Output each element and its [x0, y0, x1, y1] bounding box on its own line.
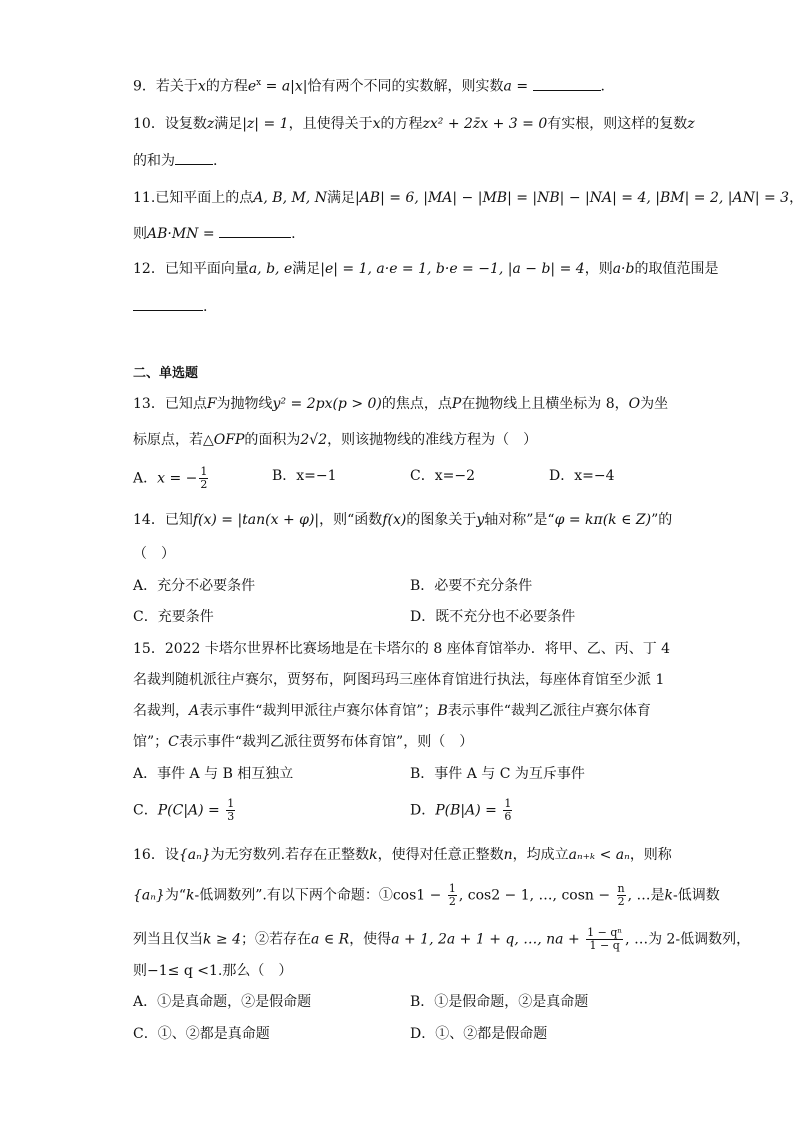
question-11-cont: 则AB·MN = . [133, 223, 296, 244]
q16-text: ，使得 [349, 931, 392, 948]
fraction-numerator: 1 − qⁿ [587, 926, 623, 939]
q13-text: 13．已知点 [133, 396, 207, 412]
q9-eq: e [247, 78, 257, 95]
q12-text: ，则 [584, 261, 613, 277]
q13-option-label: A． [133, 470, 158, 487]
fraction-numerator: 1 [200, 465, 208, 478]
q13-var: O [628, 396, 641, 412]
question-13-cont [133, 430, 537, 450]
q16-option-a[interactable]: A．①是真命题，②是假命题 [133, 994, 312, 1010]
q14-text: 轴对称”是“ [484, 512, 555, 528]
q16-option-c[interactable]: C．①、②都是真命题 [133, 1026, 270, 1042]
q10-eq: zx² + 2z̄x + 3 = 0 [422, 116, 548, 132]
q13-text: 为抛物线 [216, 396, 273, 412]
q13-area: 2√2 [300, 432, 328, 448]
q15-text: 名裁判， [133, 703, 189, 719]
q13-text: 为坐 [640, 396, 669, 412]
q15-var: B [437, 703, 448, 719]
q14-func: f(x) [382, 512, 407, 528]
q10-text: 有实根，则这样的复数 [547, 116, 688, 132]
q13-option-a-expr: x = − [157, 470, 198, 487]
q16-text: 为 2-低调数列， [648, 931, 751, 948]
question-15-line4 [133, 732, 473, 752]
q12-vecs: a, b, e [248, 261, 293, 277]
q14-option-d[interactable]: D．既不充分也不必要条件 [410, 609, 576, 625]
q16-text: 为无穷数列.若存在正整数 [210, 847, 370, 863]
q11-text: 满足 [326, 190, 355, 206]
q11-text: 则 [133, 226, 147, 242]
q15-text: 表示事件“裁判乙派往贾努布体育馆”，则（ ） [178, 734, 474, 750]
q13-parabola: y² = 2px(p > 0) [272, 396, 382, 412]
q13-text: 的焦点，点 [381, 396, 452, 412]
fraction-numerator: 1 [227, 797, 235, 810]
question-15-line1: 15．2022 卡塔尔世界杯比赛场地是在卡塔尔的 8 座体育馆举办．将甲、乙、丙、丁 4 [133, 641, 671, 657]
q16-ineq: aₙ₊ₖ < aₙ [568, 847, 630, 863]
question-16-line4: 则−1≤ q <1.那么（ ） [133, 963, 293, 979]
q12-answer-blank[interactable] [133, 296, 203, 311]
question-11 [133, 188, 803, 208]
q9-var-a: a [503, 78, 512, 95]
question-14 [133, 510, 672, 530]
q16-fraction [617, 883, 626, 908]
q15-option-d-fraction [503, 798, 512, 823]
q13-var: F [206, 396, 217, 412]
q10-cond: |z| = 1 [242, 116, 289, 132]
q13-text: 在抛物线上且横坐标为 8， [461, 396, 629, 412]
q9-text: 恰有两个不同的实数解，则实数 [307, 78, 504, 95]
q10-text: 的方程 [380, 116, 423, 132]
q14-func: f(x) = |tan(x + φ)| [192, 512, 320, 528]
q16-fraction [448, 883, 457, 908]
q10-text: 的和为 [133, 153, 175, 169]
q16-cond: a ∈ R [311, 931, 350, 948]
fraction-denominator: 2 [448, 895, 456, 908]
q16-seq-expr: , … [625, 931, 649, 948]
q15-text: 表示事件“裁判甲派往卢赛尔体育馆”； [199, 703, 438, 719]
q10-text: 满足 [214, 116, 243, 132]
question-10-cont: 的和为 . [133, 150, 217, 171]
q16-seq-expr: , cos2 − 1, …, cosn − [458, 887, 615, 904]
q13-text: 标原点，若 [133, 432, 203, 448]
q15-option-c-expr: P(C|A) = [157, 802, 225, 819]
q9-var-x: x [197, 78, 206, 95]
q16-text: ，使得对任意正整数 [377, 847, 504, 863]
q15-option-label: D． [410, 802, 436, 819]
q16-text: 16．设 [133, 847, 179, 863]
q13-option-d[interactable]: D．x=−4 [549, 468, 615, 484]
q16-seq-expr: cos1 − [392, 887, 446, 904]
q15-option-c[interactable] [133, 798, 237, 823]
question-16-line2 [133, 883, 720, 908]
q16-seq-expr: a + 1, 2a + 1 + q, …, na + [391, 931, 585, 948]
q14-axis: y [476, 512, 485, 528]
q15-option-c-fraction [226, 798, 235, 823]
q13-triangle: △OFP [203, 432, 245, 448]
question-10 [133, 114, 695, 134]
q16-text: 是 [650, 887, 665, 904]
fraction-denominator: 2 [200, 478, 208, 491]
q16-option-b[interactable]: B．①是假命题，②是真命题 [410, 994, 589, 1010]
q13-option-a-fraction [199, 466, 208, 491]
fraction-denominator: 1 − q [589, 939, 620, 952]
q14-text: 的图象关于 [406, 512, 477, 528]
q14-text: 14．已知 [133, 512, 193, 528]
q15-option-d[interactable] [410, 798, 514, 823]
q14-cond: φ = kπ(k ∈ Z) [554, 512, 652, 528]
q10-answer-blank[interactable] [175, 150, 213, 165]
q10-text: 10．设复数 [133, 116, 207, 132]
fraction-numerator: n [617, 882, 625, 895]
q15-option-a[interactable]: A．事件 A 与 B 相互独立 [133, 766, 294, 782]
q16-text: -低调数列”.有以下两个命题：① [194, 887, 393, 904]
q16-seq: {aₙ} [178, 847, 211, 863]
q11-cond: |AB| = 6, |MA| − |MB| = |NB| − |NA| = 4, |BM| = 2, |AN| = 3 [354, 190, 790, 206]
q10-var-x: x [372, 116, 381, 132]
question-15-line2: 名裁判随机派往卢赛尔，贾努布，阿图玛玛三座体育馆进行执法，每座体育馆至少派 1 [133, 672, 665, 688]
q14-text: ”的 [651, 512, 673, 528]
q12-text: 12．已知平面向量 [133, 261, 249, 277]
fraction-denominator: 2 [617, 895, 625, 908]
q14-option-a[interactable]: A．充分不必要条件 [133, 578, 256, 594]
question-9: 9．若关于x的方程$e^x = a|x|$恰有两个不同的实数解，则实数a = . [133, 73, 605, 97]
q15-text: 表示事件“裁判乙派往卢赛尔体育 [447, 703, 651, 719]
q16-text: ；②若存在 [241, 931, 312, 948]
q12-text: 的取值范围是 [634, 261, 719, 277]
q13-option-a[interactable] [133, 466, 210, 491]
q11-points: A, B, M, N [253, 190, 327, 206]
question-12-cont: . [133, 296, 207, 317]
fraction-numerator: 1 [448, 882, 456, 895]
q16-cond: k ≥ 4 [203, 931, 242, 948]
q12-text: 满足 [292, 261, 321, 277]
section-title: 二、单选题 [133, 366, 199, 381]
q16-option-d[interactable]: D．①、②都是假命题 [410, 1026, 548, 1042]
q11-expr: AB·MN = [147, 226, 220, 242]
q9-text: 9．若关于 [133, 78, 198, 95]
q12-cond: |e| = 1, a·e = 1, b·e = −1, |a − b| = 4 [320, 261, 585, 277]
q9-eq-sup: x [256, 78, 262, 88]
q15-var: A [189, 703, 200, 719]
question-13 [133, 394, 668, 414]
q14-text: ，则“函数 [319, 512, 383, 528]
q15-option-label: C． [133, 802, 158, 819]
q14-paren: （ ） [133, 546, 175, 562]
q16-var: k [664, 887, 674, 904]
question-15-line3 [133, 701, 651, 721]
q13-text: ，则该抛物线的准线方程为（ ） [327, 432, 538, 448]
q16-seq: {aₙ} [133, 887, 165, 904]
question-16-line3 [133, 927, 750, 952]
q10-var-z: z [206, 116, 215, 132]
q13-option-b[interactable]: B．x=−1 [272, 468, 337, 484]
q9-answer-blank[interactable] [533, 76, 601, 91]
fraction-numerator: 1 [504, 797, 512, 810]
q9-text: 的方程 [205, 78, 248, 95]
q15-text: 馆”； [133, 734, 169, 750]
question-16-line1 [133, 845, 672, 865]
q13-var: P [451, 396, 462, 412]
q15-option-b[interactable]: B．事件 A 与 C 为互斥事件 [410, 766, 585, 782]
q10-text: ，且使得关于 [288, 116, 373, 132]
q16-text: -低调数 [673, 887, 720, 904]
q10-var-z: z [687, 116, 695, 132]
q16-var: k [186, 887, 195, 904]
q11-text: ， [789, 190, 803, 206]
q12-expr: a·b [612, 261, 635, 277]
q16-fraction [586, 927, 623, 952]
q16-text: 为“ [164, 887, 187, 904]
q16-var: k [369, 847, 378, 863]
q16-text: ，则称 [629, 847, 672, 863]
q11-text: 11.已知平面上的点 [133, 190, 254, 206]
fraction-denominator: 3 [227, 810, 235, 823]
q16-seq-expr: , … [627, 887, 651, 904]
q14-option-c[interactable]: C．充要条件 [133, 609, 214, 625]
q14-option-b[interactable]: B．必要不充分条件 [410, 578, 533, 594]
q16-var: n [503, 847, 513, 863]
q15-var: C [168, 734, 179, 750]
q16-text: ，均成立 [512, 847, 569, 863]
q16-text: 列当且仅当 [133, 931, 203, 948]
question-12 [133, 259, 718, 279]
q9-eq-sign: = [511, 78, 533, 95]
q9-eq-rest: = a|x| [261, 78, 308, 95]
q13-text: 的面积为 [244, 432, 301, 448]
fraction-denominator: 6 [504, 810, 512, 823]
q13-option-c[interactable]: C．x=−2 [410, 468, 475, 484]
q11-answer-blank[interactable] [219, 223, 291, 238]
q15-option-d-expr: P(B|A) = [435, 802, 502, 819]
